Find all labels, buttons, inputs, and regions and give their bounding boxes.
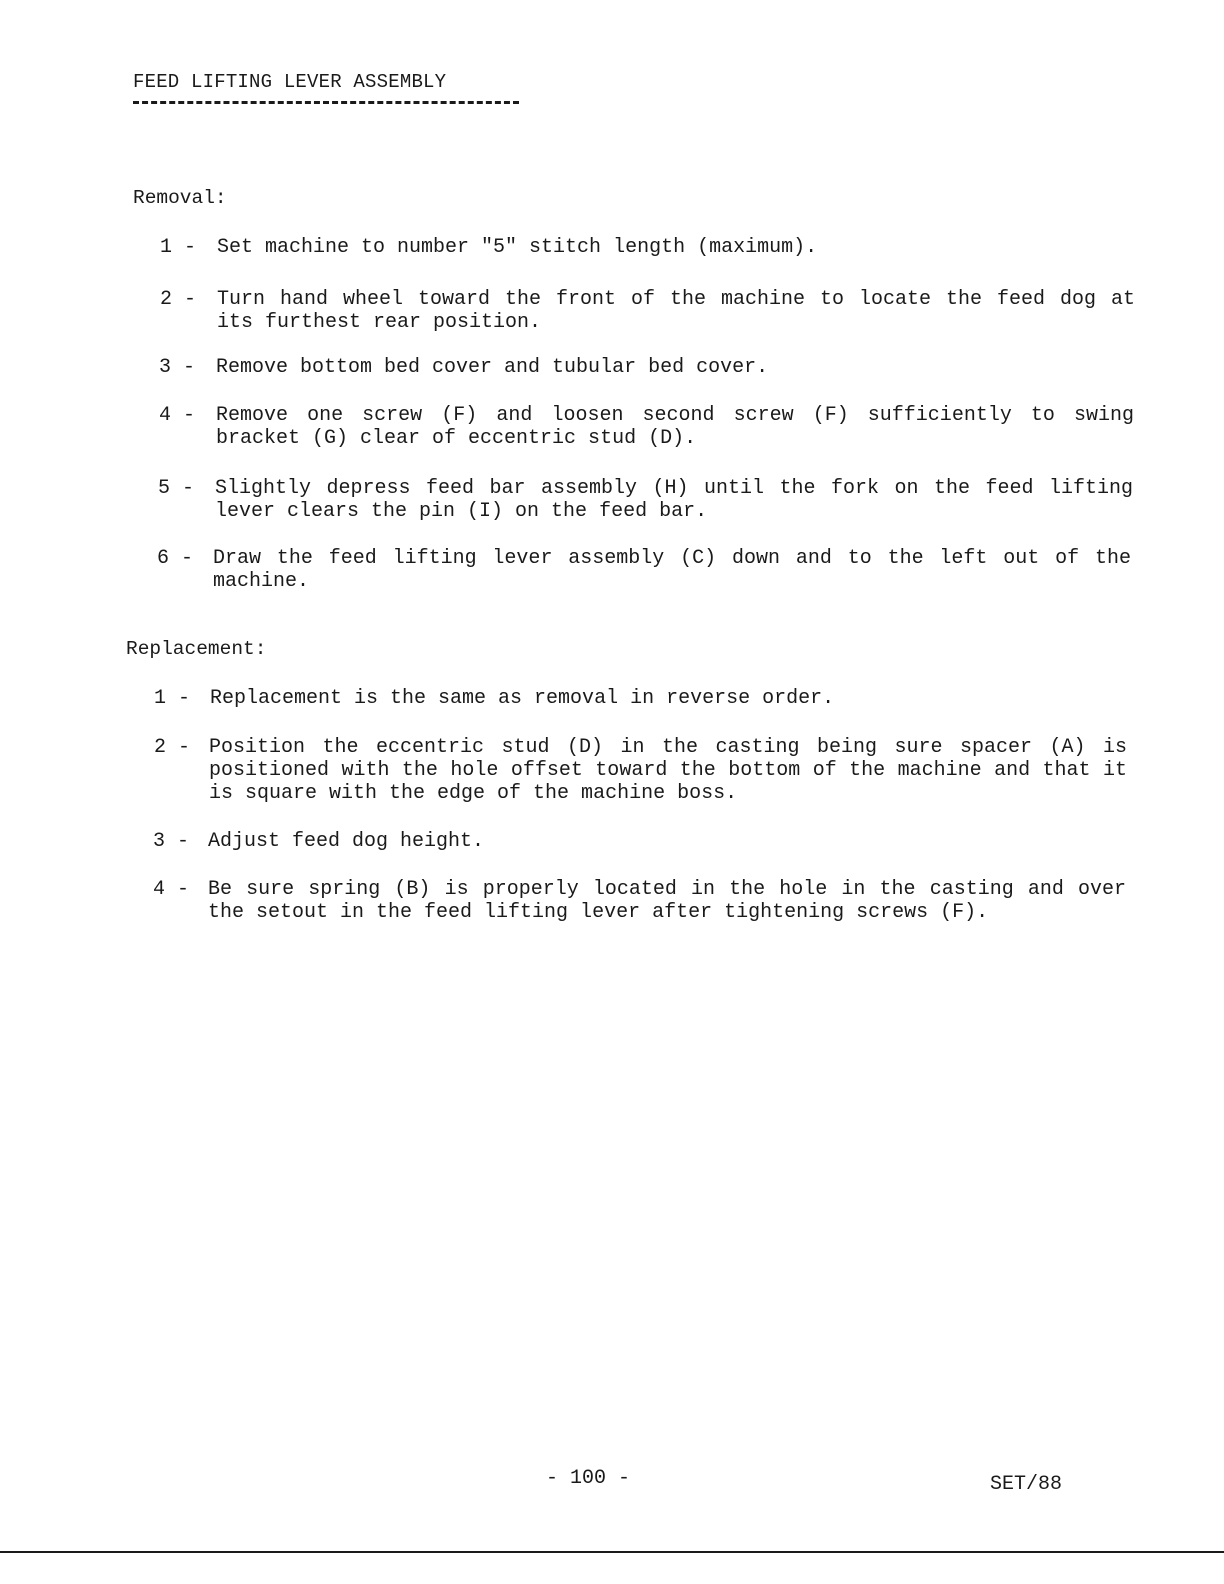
step-text: Turn hand wheel toward the front of the machine to locate the feed dog at its furthest rear position. <box>217 288 1135 334</box>
step-text: Be sure spring (B) is properly located in the hole in the casting and over the setout in the feed lifting lever after tightening screws (F). <box>208 878 1126 924</box>
bottom-divider <box>0 1551 1224 1553</box>
step-text: Remove one screw (F) and loosen second screw (F) sufficiently to swing bracket (G) clear of eccentric stud (D). <box>216 404 1134 450</box>
step-number: 6 - <box>157 547 194 570</box>
page-title: FEED LIFTING LEVER ASSEMBLY <box>133 71 447 93</box>
step-number: 3 - <box>153 830 190 853</box>
step-number: 1 - <box>154 687 191 710</box>
step-number: 5 - <box>158 477 195 500</box>
replacement-heading: Replacement: <box>126 638 267 660</box>
step-number: 1 - <box>160 236 197 259</box>
step-number: 2 - <box>154 736 191 759</box>
step-text: Draw the feed lifting lever assembly (C) down and to the left out of the machine. <box>213 547 1131 593</box>
step-text: Slightly depress feed bar assembly (H) until the fork on the feed lifting lever clears the pin (I) on the feed bar. <box>215 477 1133 523</box>
step-text: Replacement is the same as removal in reverse order. <box>210 687 835 710</box>
step-number: 4 - <box>153 878 190 901</box>
step-text: Adjust feed dog height. <box>208 830 485 853</box>
step-text: Remove bottom bed cover and tubular bed cover. <box>216 356 769 379</box>
step-text: Position the eccentric stud (D) in the casting being sure spacer (A) is positioned with the hole offset toward the bottom of the machine and that it is square with the edge of the machine boss. <box>209 736 1127 805</box>
step-number: 4 - <box>159 404 196 427</box>
step-number: 3 - <box>159 356 196 379</box>
document-code: SET/88 <box>990 1473 1063 1496</box>
removal-heading: Removal: <box>133 187 227 209</box>
page-number: - 100 - <box>546 1467 631 1490</box>
title-underline <box>133 101 519 104</box>
step-number: 2 - <box>160 288 197 311</box>
step-text: Set machine to number "5" stitch length (maximum). <box>217 236 818 259</box>
